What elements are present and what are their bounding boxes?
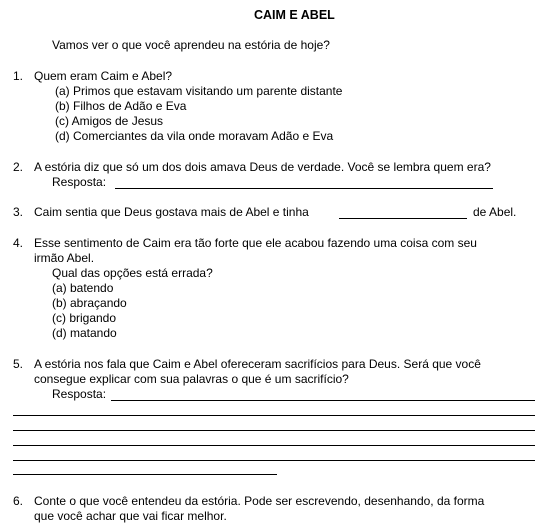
question-5-line-1: A estória nos fala que Caim e Abel ofereceram sacrifícios para Deus. Será que você [34, 357, 481, 371]
question-6-line-2: que você achar que vai ficar melhor. [34, 509, 227, 523]
question-4-number: 4. [13, 236, 24, 250]
question-3-text-after: de Abel. [473, 205, 517, 219]
question-6-number: 6. [13, 494, 24, 508]
question-6-line-1: Conte o que você entendeu da estória. Pode ser escrevendo, desenhando, da forma [34, 494, 485, 508]
question-5-number: 5. [13, 357, 24, 371]
question-2-answer-line[interactable] [115, 188, 493, 189]
question-4-option-b: (b) abraçando [52, 296, 127, 310]
question-1-text: Quem eram Caim e Abel? [34, 69, 173, 83]
question-5-answer-line-4[interactable] [13, 445, 535, 446]
question-5-answer-label: Resposta: [52, 387, 107, 401]
question-5-answer-line-3[interactable] [13, 430, 535, 431]
question-2-text: A estória diz que só um dos dois amava Deus de verdade. Você se lembra quem era? [34, 160, 491, 174]
question-4-option-d: (d) matando [52, 326, 117, 340]
question-2-answer-label: Resposta: [52, 175, 107, 189]
question-4-option-c: (c) brigando [52, 311, 117, 325]
question-1-option-c: (c) Amigos de Jesus [55, 114, 164, 128]
question-3-number: 3. [13, 205, 24, 219]
intro-text: Vamos ver o que você aprendeu na estória de hoje? [52, 38, 330, 52]
question-5-answer-line-5[interactable] [13, 460, 535, 461]
question-4-line-2: irmão Abel. [34, 251, 95, 265]
question-5-answer-line-1[interactable] [111, 400, 535, 401]
page-title: CAIM E ABEL [254, 8, 335, 22]
question-1-option-b: (b) Filhos de Adão e Eva [55, 99, 187, 113]
question-5-line-2: consegue explicar com sua palavras o que é um sacrifício? [34, 372, 349, 386]
question-4-line-1: Esse sentimento de Caim era tão forte que ele acabou fazendo uma coisa com seu [34, 236, 477, 250]
question-1-number: 1. [13, 69, 24, 83]
question-1-option-d: (d) Comerciantes da vila onde moravam Adão e Eva [55, 129, 334, 143]
question-5-answer-line-6[interactable] [13, 474, 277, 475]
question-1-option-a: (a) Primos que estavam visitando um parente distante [55, 84, 343, 98]
question-3-answer-blank[interactable] [339, 218, 467, 219]
question-4-subquestion: Qual das opções está errada? [52, 266, 213, 280]
question-5-answer-line-2[interactable] [13, 415, 535, 416]
question-4-option-a: (a) batendo [52, 281, 114, 295]
question-3-text-before: Caim sentia que Deus gostava mais de Abel e tinha [34, 205, 309, 219]
question-2-number: 2. [13, 160, 24, 174]
